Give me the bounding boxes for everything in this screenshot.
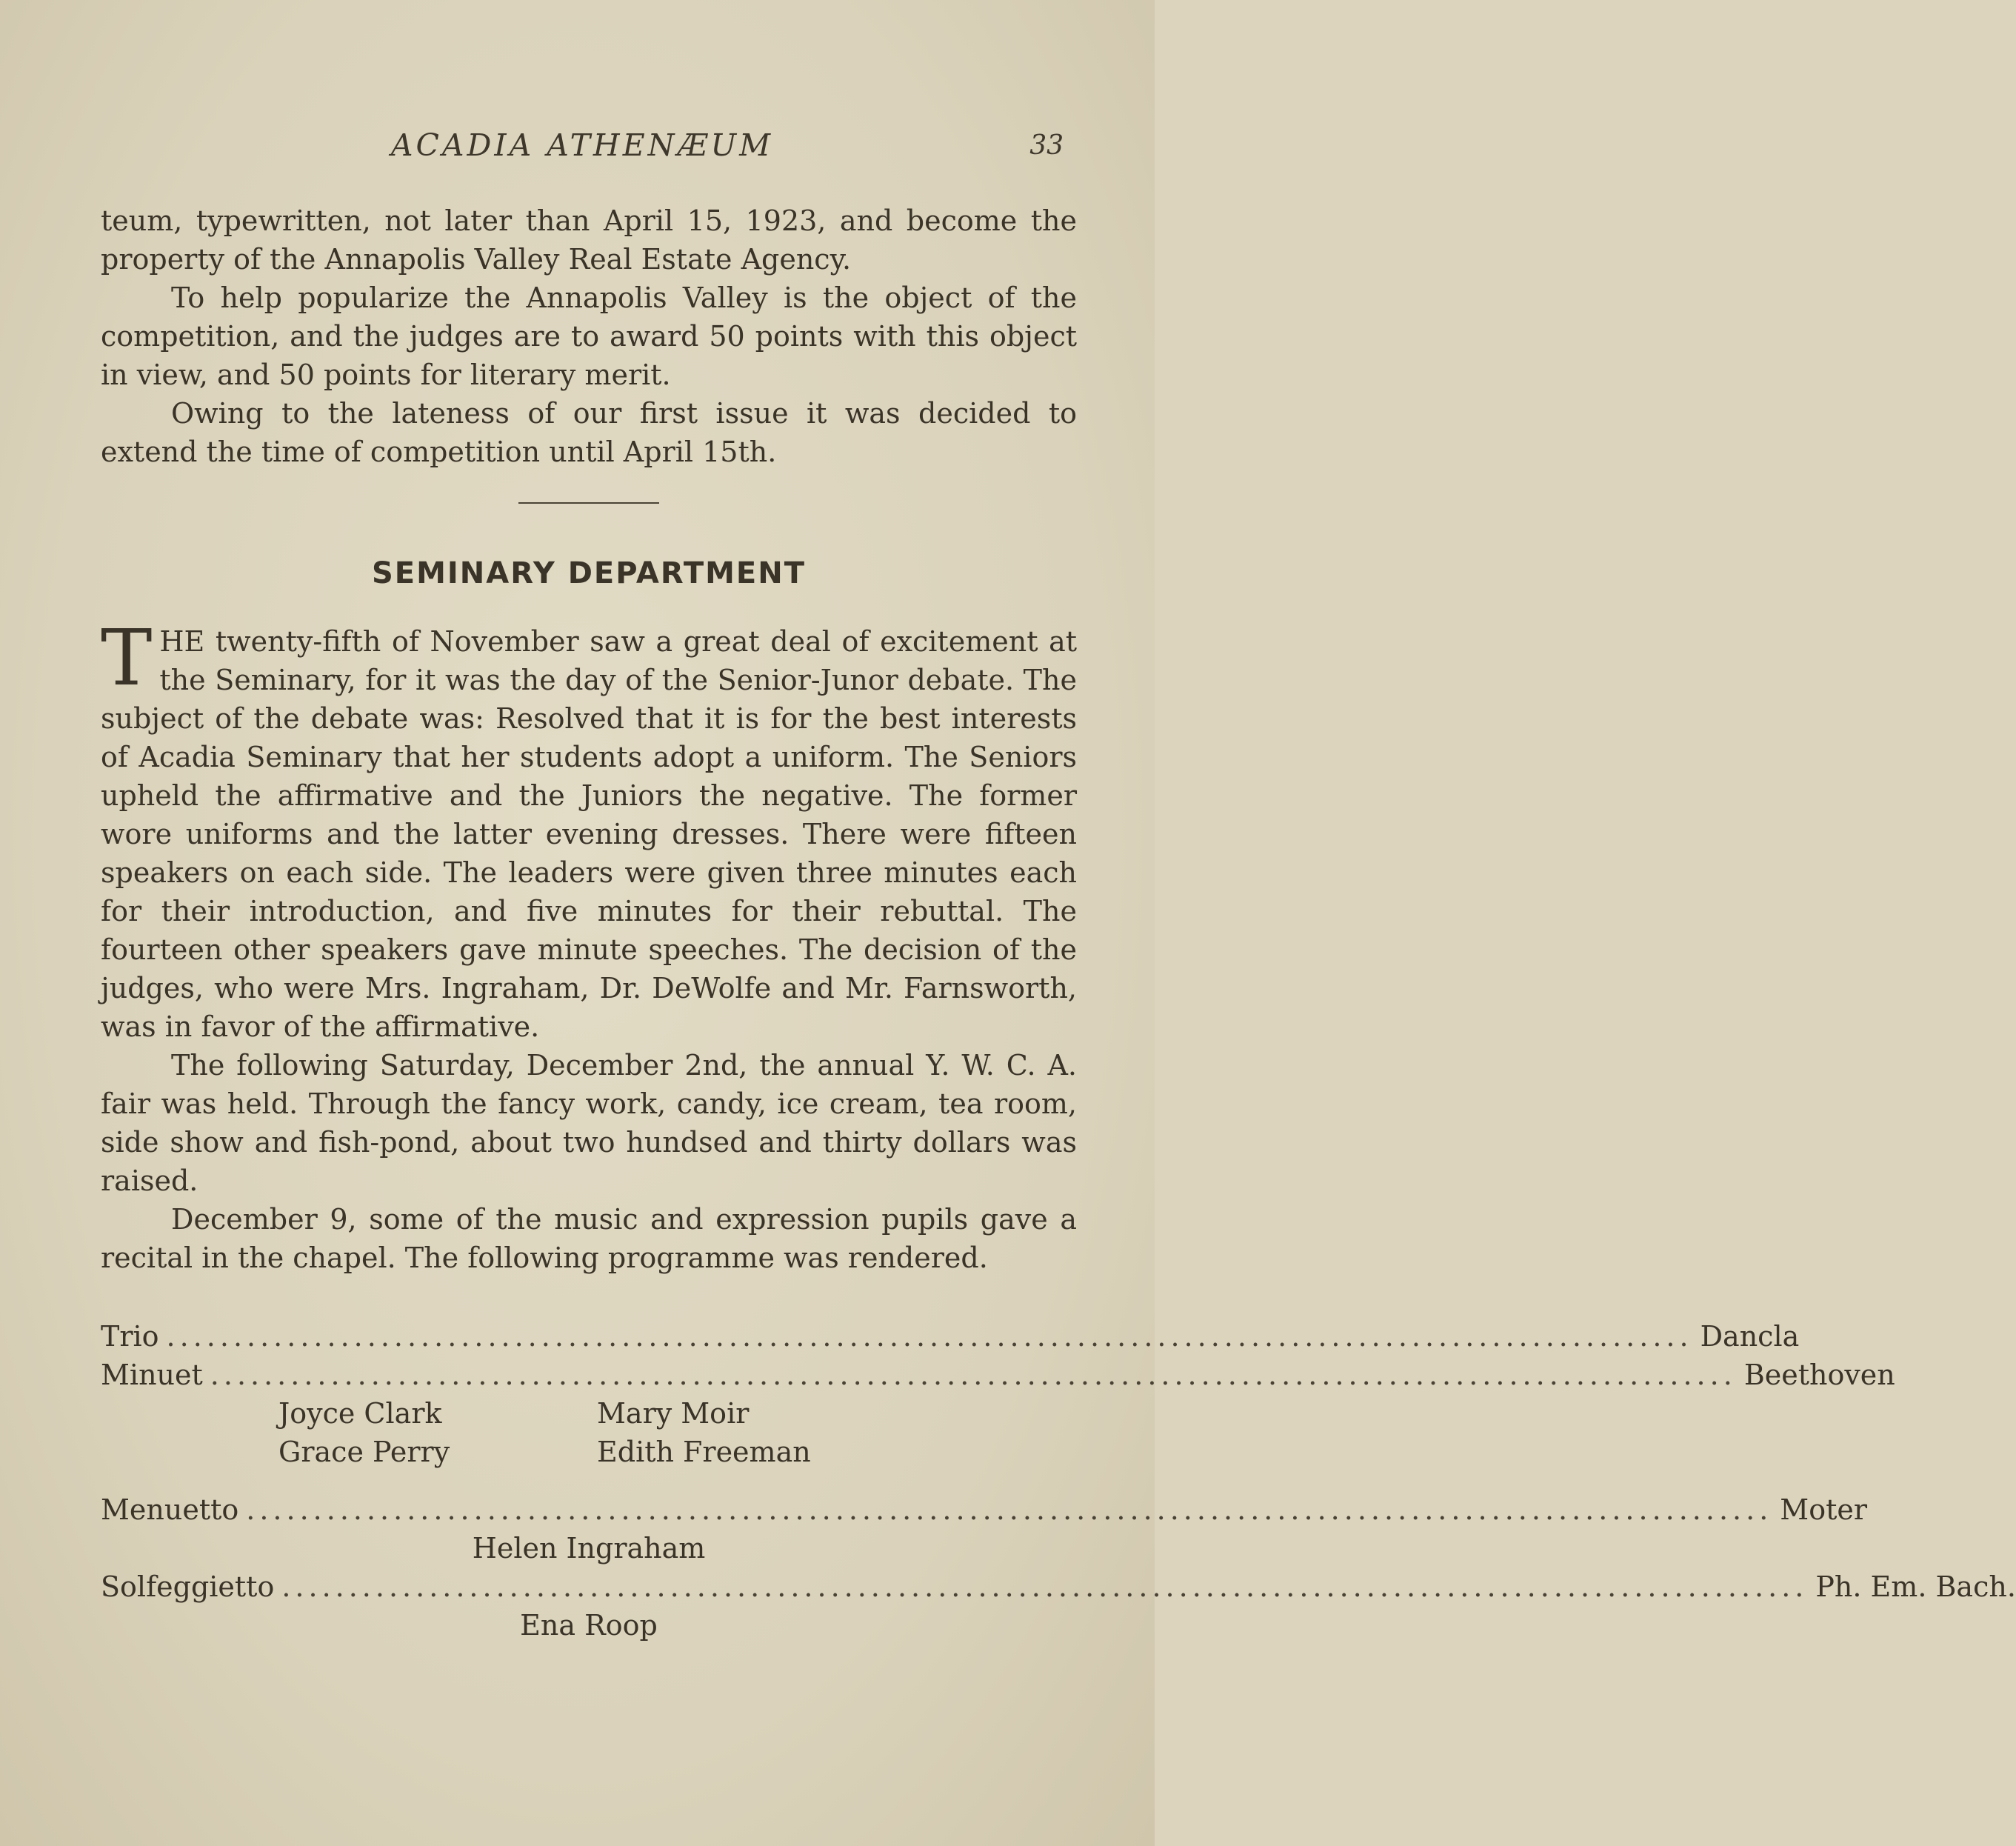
- seminary-paragraph-2: The following Saturday, December 2nd, the annual Y. W. C. A. fair was held. Through the fancy work, candy, ice cream, tea room, side show and fish-pond, about two hundsed and thirty dollars was raised.: [101, 1049, 1077, 1197]
- programme-piece-title: Menuetto: [101, 1493, 239, 1526]
- seminary-paragraph-3: December 9, some of the music and expression pupils gave a recital in the chapel. The following programme was rendered.: [101, 1203, 1077, 1274]
- recital-programme: [101, 1317, 2016, 1645]
- programme-item: [101, 1567, 2016, 1606]
- intro-paragraph-1: teum, typewritten, not later than April 15, 1923, and become the property of the Annapolis Valley Real Estate Agency.: [101, 204, 1077, 276]
- section-title: SEMINARY DEPARTMENT: [371, 556, 807, 590]
- article-body: [101, 201, 2016, 1645]
- programme-piece-title: Solfeggietto: [101, 1570, 275, 1603]
- menuetto-performer: Helen Ingraham: [472, 1532, 706, 1565]
- seminary-paragraph-1: [101, 613, 1077, 1046]
- programme-piece-title: Trio: [101, 1320, 159, 1353]
- journal-title: ACADIA ATHENÆUM: [390, 127, 774, 163]
- dot-leader: ..................................................................................................................: [166, 1320, 1693, 1353]
- performer-name: Joyce Clark: [278, 1397, 442, 1430]
- programme-piece-title: Minuet: [101, 1359, 203, 1391]
- performer-name: Mary Moir: [597, 1397, 750, 1430]
- performer-name: Grace Perry: [278, 1436, 450, 1468]
- intro-paragraph-3: Owing to the lateness of our first issue it was decided to extend the time of competition until April 15th.: [101, 397, 1077, 468]
- programme-composer: Beethoven: [1743, 1359, 1895, 1391]
- programme-composer: Dancla: [1700, 1320, 1800, 1353]
- running-head: [101, 127, 1064, 172]
- page-number: 33: [1029, 130, 1064, 161]
- performer-name: Edith Freeman: [597, 1436, 811, 1468]
- spacer: [101, 1471, 1077, 1490]
- intro-paragraph-2: To help popularize the Annapolis Valley is the object of the competition, and the judges are to award 50 points with this object in view, and 50 points for literary merit.: [101, 281, 1077, 391]
- dot-leader: ..................................................................................................................: [281, 1570, 1809, 1603]
- dot-leader: ..................................................................................................................: [246, 1493, 1773, 1526]
- seminary-paragraph-1-text: HE twenty-fifth of November saw a great deal of excitement at the Seminary, for it was the day of the Senior-Junor debate. The subject of the debate was: Resolved that it is for the best interests of Acadia Seminary that her students adopt a uniform. The Seniors upheld the affirmative and the Juniors the negative. The former wore uniforms and the latter evening dresses. There were fifteen speakers on each side. The leaders were given three minutes each for their introduction, and five minutes for their rebuttal. The fourteen other speakers gave minute speeches. The decision of the judges, who were Mrs. Ingraham, Dr. DeWolfe and Mr. Farnsworth, was in favor of the affirmative.: [101, 625, 1077, 1043]
- minuet-performers: [278, 1394, 1077, 1471]
- programme-item: [101, 1356, 1895, 1394]
- programme-item: [101, 1317, 1800, 1356]
- programme-composer: Ph. Em. Bach.: [1815, 1570, 2016, 1603]
- dot-leader: ..................................................................................................................: [210, 1359, 1737, 1391]
- programme-composer: Moter: [1780, 1493, 1868, 1526]
- section-divider: [518, 502, 659, 504]
- drop-cap: T: [101, 613, 153, 703]
- solfeggietto-performer: Ena Roop: [520, 1609, 658, 1642]
- programme-item: [101, 1490, 1868, 1529]
